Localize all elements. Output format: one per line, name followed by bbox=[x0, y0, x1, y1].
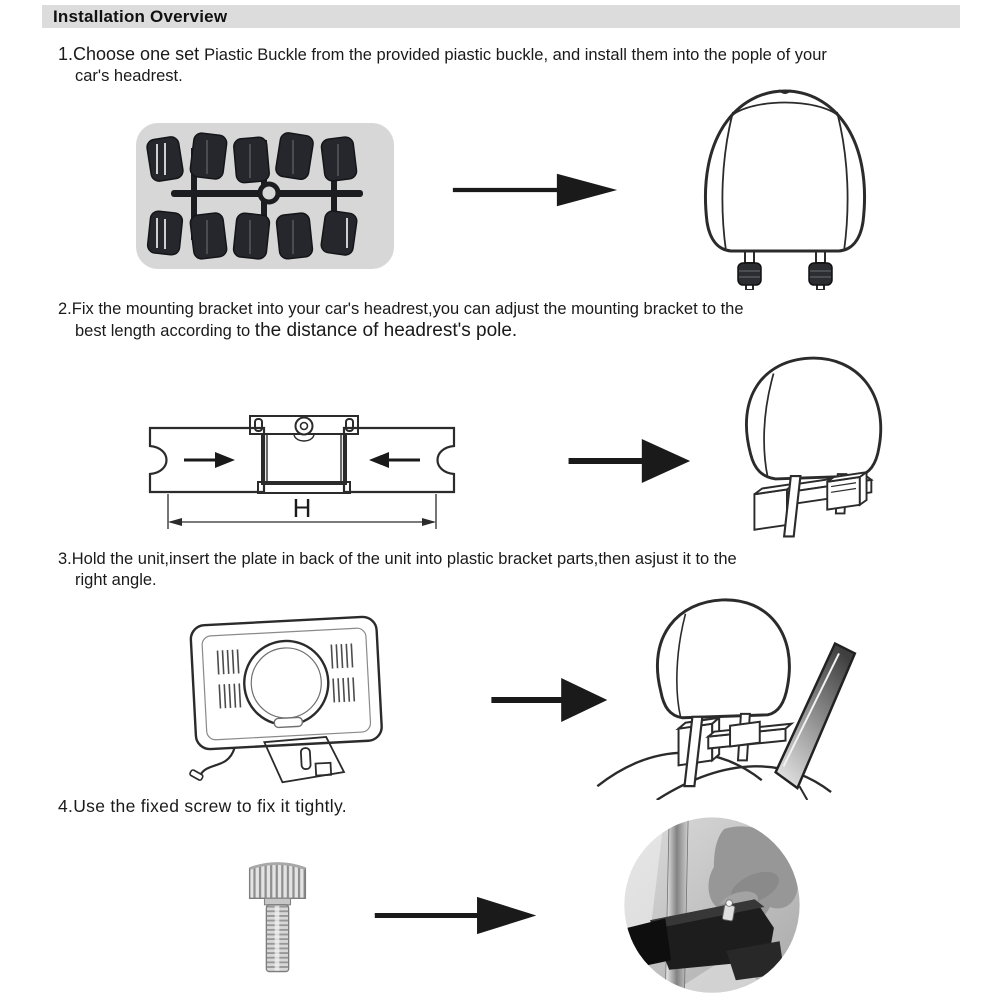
step4-text: 4.Use the fixed screw to fix it tightly. bbox=[58, 796, 347, 816]
bracket-dimension-label: H bbox=[292, 493, 312, 523]
right-arrow-icon bbox=[565, 433, 693, 489]
step3-number: 3. bbox=[58, 550, 72, 568]
step1-text: 1.Choose one set Piastic Buckle from the provided piastic buckle, and install them into the pople of your car's headrest. bbox=[58, 44, 827, 85]
figure-headrest-bracket bbox=[695, 345, 925, 540]
figure-plastic-buckles bbox=[135, 122, 395, 270]
hand-tightening-screw-photo bbox=[612, 813, 812, 999]
car-headrest-illustration bbox=[675, 78, 895, 290]
figure-headrest-step1 bbox=[675, 78, 895, 290]
figure-mounting-bracket bbox=[132, 388, 472, 538]
plastic-buckle-set-illustration bbox=[135, 122, 395, 270]
figure-tightening-photo bbox=[612, 813, 812, 999]
figure-headrest-monitor bbox=[590, 592, 880, 800]
step4-arrow bbox=[370, 888, 542, 943]
step2-text: 2.Fix the mounting bracket into your car's headrest,you can adjust the mounting bracket to the best length according to the distance of headrest's pole. bbox=[58, 300, 744, 341]
thumb-screw-illustration bbox=[230, 850, 325, 980]
section-header bbox=[42, 5, 960, 28]
headrest-with-bracket-illustration bbox=[695, 345, 925, 540]
figure-thumb-screw bbox=[230, 850, 325, 980]
step4-number: 4. bbox=[58, 796, 74, 816]
page-title: Installation Overview bbox=[53, 6, 228, 26]
step1-arrow bbox=[448, 166, 623, 214]
monitor-back-illustration bbox=[172, 607, 400, 785]
figure-monitor-unit bbox=[172, 607, 400, 785]
right-arrow-icon bbox=[448, 166, 623, 214]
right-arrow-icon bbox=[370, 888, 542, 943]
step3-text: 3.Hold the unit,insert the plate in back of the unit into plastic bracket parts,then asjust it to the right angle. bbox=[58, 550, 737, 589]
mounting-bracket-illustration bbox=[132, 388, 472, 538]
headrest-with-monitor-illustration bbox=[590, 592, 880, 800]
step2-number: 2. bbox=[58, 300, 72, 318]
step2-arrow bbox=[565, 433, 693, 489]
step1-number: 1. bbox=[58, 44, 74, 64]
